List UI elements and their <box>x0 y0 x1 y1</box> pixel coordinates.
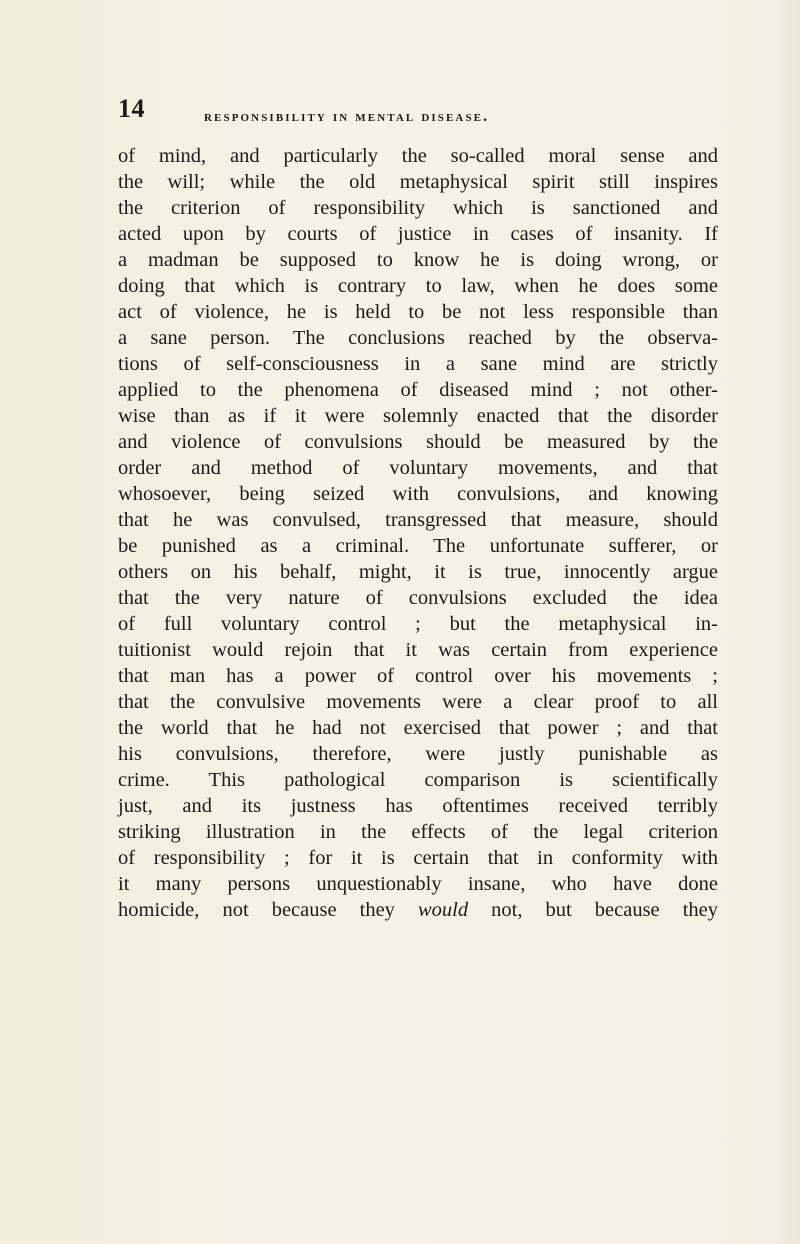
text-line: that the very nature of convulsions excluded the idea <box>118 587 718 609</box>
page-edge-shadow <box>772 0 800 1244</box>
text-line: striking illustration in the effects of the legal criterion <box>118 821 718 843</box>
text-line: the will; while the old metaphysical spirit still inspires <box>118 171 718 193</box>
text-line: of responsibility ; for it is certain that in conformity with <box>118 847 718 869</box>
body-text <box>118 143 718 923</box>
emphasized-word: would <box>417 899 469 921</box>
text-line: of mind, and particularly the so-called moral sense and <box>118 145 718 167</box>
text-line: that the convulsive movements were a clear proof to all <box>118 691 718 713</box>
text-line: wise than as if it were solemnly enacted that the disorder <box>118 405 718 427</box>
text-line: that man has a power of control over his movements ; <box>118 665 718 687</box>
text-line: his convulsions, therefore, were justly punishable as <box>118 743 718 765</box>
text-line-last <box>118 897 718 923</box>
page-header <box>118 94 718 132</box>
text-line: order and method of voluntary movements, and that <box>118 457 718 479</box>
text-line: crime. This pathological comparison is scientifically <box>118 769 718 791</box>
text-line: be punished as a criminal. The unfortunate sufferer, or <box>118 535 718 557</box>
text-line: tuitionist would rejoin that it was certain from experience <box>118 639 718 661</box>
text-line: applied to the phenomena of diseased mind ; not other- <box>118 379 718 401</box>
text-fragment: homicide, not because they <box>118 899 418 921</box>
text-line: it many persons unquestionably insane, who have done <box>118 873 718 895</box>
text-line: act of violence, he is held to be not less responsible than <box>118 301 718 323</box>
text-line: the criterion of responsibility which is sanctioned and <box>118 197 718 219</box>
text-line: just, and its justness has oftentimes received terribly <box>118 795 718 817</box>
text-line: that he was convulsed, transgressed that measure, should <box>118 509 718 531</box>
text-line: a madman be supposed to know he is doing wrong, or <box>118 249 718 271</box>
text-line: whosoever, being seized with convulsions, and knowing <box>118 483 718 505</box>
page-number: 14 <box>118 94 145 123</box>
running-head: responsibility in mental disease. <box>204 108 490 125</box>
text-line: tions of self-consciousness in a sane mind are strictly <box>118 353 718 375</box>
text-line: the world that he had not exercised that power ; and that <box>118 717 718 739</box>
text-line: doing that which is contrary to law, when he does some <box>118 275 718 297</box>
text-line: acted upon by courts of justice in cases of insanity. If <box>118 223 718 245</box>
text-line: a sane person. The conclusions reached by the observa- <box>118 327 718 349</box>
text-line: others on his behalf, might, it is true, innocently argue <box>118 561 718 583</box>
text-line: and violence of convulsions should be measured by the <box>118 431 718 453</box>
text-line: of full voluntary control ; but the metaphysical in- <box>118 613 718 635</box>
text-fragment: not, but because they <box>468 899 718 921</box>
